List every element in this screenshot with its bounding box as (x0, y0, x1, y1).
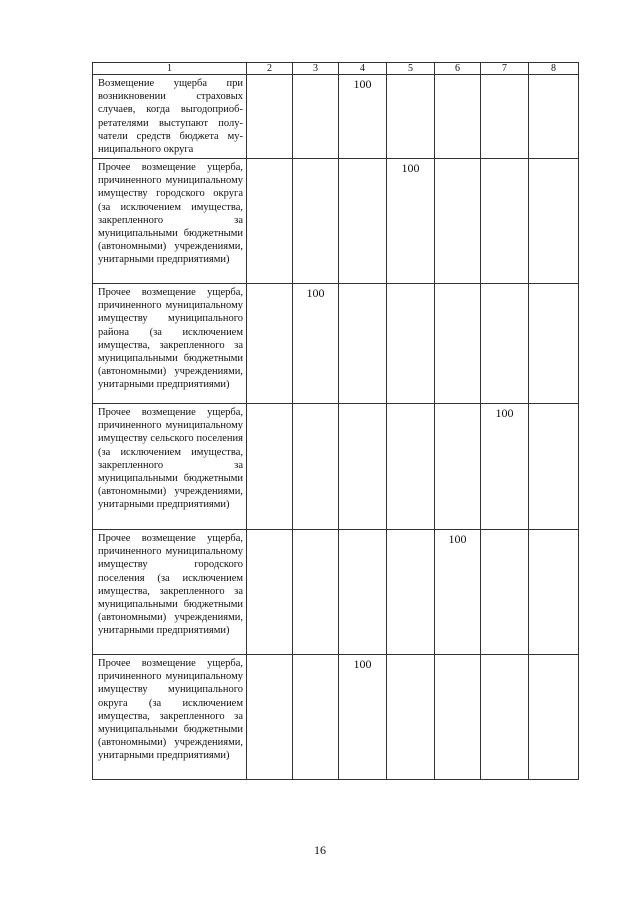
row-description: Возмещение ущерба при возникновении страховых случаев, когда выгодоприобретателями выступают получатели средств бюджета муниципального округа (93, 75, 247, 159)
table-header-row (93, 63, 579, 75)
column-header: 2 (247, 63, 293, 75)
value-cell (339, 159, 387, 284)
value-cell (481, 284, 529, 404)
value-cell (435, 75, 481, 159)
value-cell (293, 530, 339, 655)
value-cell (529, 655, 579, 780)
column-header: 8 (529, 63, 579, 75)
value-cell: 100 (339, 75, 387, 159)
value-cell (293, 75, 339, 159)
value-cell (481, 159, 529, 284)
value-cell (529, 530, 579, 655)
value-cell (247, 404, 293, 530)
page-number: 16 (314, 843, 326, 857)
table-row (93, 404, 579, 530)
value-cell (247, 530, 293, 655)
value-cell (435, 655, 481, 780)
column-header: 6 (435, 63, 481, 75)
row-description: Прочее возмещение ущерба, причиненного муниципальному имуществу городского поселения (за исключением имущества, закрепленного за муниципальными бюджетными (автономными) учреждениями, унитарными предприятиями) (93, 530, 247, 655)
value-cell (435, 159, 481, 284)
value-cell (293, 404, 339, 530)
value-cell (435, 284, 481, 404)
value-cell (339, 530, 387, 655)
row-description: Прочее возмещение ущерба, причиненного муниципальному имуществу муниципального округа (за исключением имущества, закрепленного за муниципальными бюджетными (автономными) учреждениями, унитарными предприятиями) (93, 655, 247, 780)
value-cell: 100 (387, 159, 435, 284)
value-cell (247, 655, 293, 780)
value-cell (529, 75, 579, 159)
value-cell (387, 284, 435, 404)
value-cell: 100 (293, 284, 339, 404)
value-cell (247, 159, 293, 284)
value-cell (481, 530, 529, 655)
value-cell (387, 530, 435, 655)
value-cell (481, 75, 529, 159)
value-cell (247, 75, 293, 159)
column-header: 5 (387, 63, 435, 75)
column-header: 7 (481, 63, 529, 75)
table-row (93, 159, 579, 284)
value-cell: 100 (481, 404, 529, 530)
table-row (93, 75, 579, 159)
row-description: Прочее возмещение ущерба, причиненного муниципальному имуществу сельского поселения (за исключением имущества, закрепленного за муниципальными бюджетными (автономными) учреждениями, унитарными предприятиями) (93, 404, 247, 530)
value-cell (293, 655, 339, 780)
table-row (93, 655, 579, 780)
budget-table (92, 62, 579, 780)
row-description: Прочее возмещение ущерба, причиненного муниципальному имуществу городского округа (за исключением имущества, закрепленного за муниципальными бюджетными (автономными) учреждениями, унитарными предприятиями) (93, 159, 247, 284)
row-description: Прочее возмещение ущерба, причиненного муниципальному имуществу муниципального района (за исключением имущества, закрепленного за муниципальными бюджетными (автономными) учреждениями, унитарными предприятиями) (93, 284, 247, 404)
value-cell (339, 284, 387, 404)
value-cell (387, 404, 435, 530)
value-cell (529, 404, 579, 530)
value-cell (529, 284, 579, 404)
column-header: 1 (93, 63, 247, 75)
value-cell: 100 (435, 530, 481, 655)
value-cell (293, 159, 339, 284)
value-cell (387, 75, 435, 159)
value-cell (435, 404, 481, 530)
value-cell (339, 404, 387, 530)
value-cell (387, 655, 435, 780)
value-cell: 100 (339, 655, 387, 780)
column-header: 3 (293, 63, 339, 75)
value-cell (247, 284, 293, 404)
value-cell (529, 159, 579, 284)
table-row (93, 284, 579, 404)
table-row (93, 530, 579, 655)
column-header: 4 (339, 63, 387, 75)
value-cell (481, 655, 529, 780)
